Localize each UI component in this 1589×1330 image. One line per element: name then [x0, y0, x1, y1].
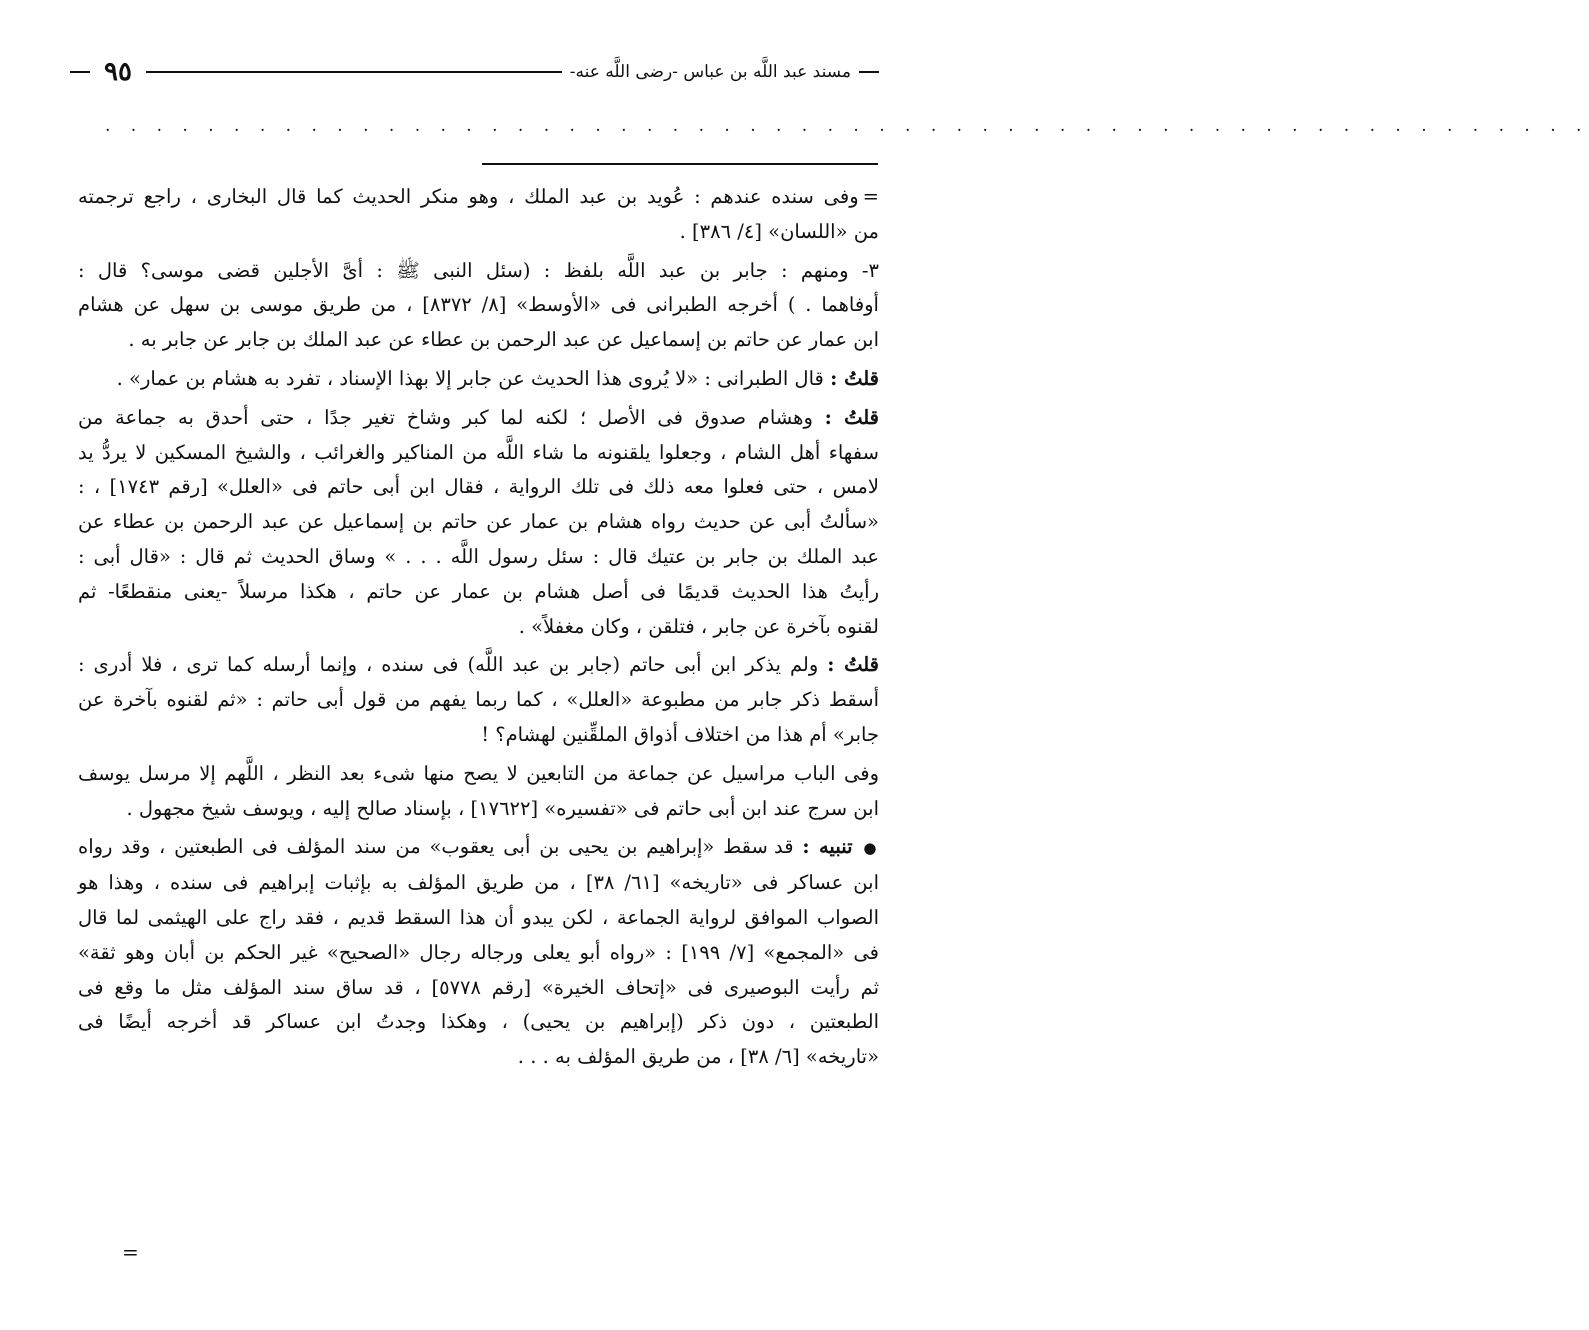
paragraph-marasil [78, 757, 879, 827]
paragraph-qultu-1 [78, 362, 879, 397]
running-header [70, 50, 879, 94]
header-rule [859, 71, 879, 73]
text-segment: قال الطبرانى : «لا يُروى هذا الحديث عن جابر إلا بهذا الإسناد ، تفرد به هشام بن عمار» . [116, 366, 824, 390]
text-line: ابن سرج عند ابن أبى حاتم فى «تفسيره» [١٧٦٢٢] ، بإسناد صالح إليه ، ويوسف شيخ مجهول . [126, 796, 879, 820]
page-number: ٩٥ [104, 57, 132, 87]
text-line [78, 401, 879, 436]
paragraph-continuation [78, 180, 879, 250]
dotted-separator: . . . . . . . . . . . . . . . . . . . . . . . . . . . . . . . . . . . . . . . . . . . . . . . . . . . . . . . . . . [105, 116, 1589, 136]
text-line: لقنوه بآخرة عن جابر ، فتلقن ، وكان مغفلاً» . [518, 614, 879, 638]
qultu-label: قلتُ : [830, 366, 879, 390]
text-line: ٣- ومنهم : جابر بن عبد اللَّه بلفظ : (سئل النبى ﷺ : أىَّ الأجلين قضى موسى؟ قال : [78, 258, 879, 282]
text-line: ابن عساكر فى «تاريخه» [٦١/ ٣٨] ، من طريق المؤلف به بإثبات إبراهيم فى سنده ، وهذا هو [78, 871, 879, 895]
paragraph-qultu-2 [78, 401, 879, 645]
text-line: «تاريخه» [٦/ ٣٨] ، من طريق المؤلف به . . . [517, 1045, 879, 1069]
text-line [78, 830, 879, 866]
text-segment: وفى سنده عندهم : عُويد بن عبد الملك ، وهو منكر الحديث كما قال البخارى ، راجع ترجمته [78, 185, 859, 208]
paragraph-qultu-3 [78, 648, 879, 752]
text-line: سفهاء أهل الشام ، وجعلوا يلقنونه ما شاء اللَّه من المناكير والغرائب ، والشيخ المسكين لا يردُّ يد [78, 440, 879, 464]
footnote-body [78, 180, 879, 1079]
text-line: فى «المجمع» [٧/ ١٩٩] : «رواه أبو يعلى ورجاله رجال «الصحيح» غير الحكم بن أبان وهو ثقة» [78, 940, 880, 964]
text-line: «سألتُ أبى عن حديث رواه هشام بن عمار عن حاتم بن إسماعيل عن عبد الرحمن بن عطاء عن [78, 510, 879, 534]
qultu-label: قلتُ : [827, 653, 879, 677]
text-line [78, 362, 879, 397]
text-line: أوفاهما . ) أخرجه الطبرانى فى «الأوسط» [٨/ ٨٣٧٢] ، من طريق موسى بن سهل عن هشام [78, 293, 879, 317]
header-rule [70, 71, 90, 73]
text-line [78, 648, 879, 683]
text-segment: وهشام صدوق فى الأصل ؛ لكنه لما كبر وشاخ تغير جدًا ، حتى أحدق به جماعة من [78, 405, 813, 429]
text-line: ابن عمار عن حاتم بن إسماعيل عن عبد الرحمن بن عطاء عن عبد الملك بن جابر عن جابر به . [128, 328, 879, 352]
text-segment: ولم يذكر ابن أبى حاتم (جابر بن عبد اللَّه) فى سنده ، وإنما أرسله كما ترى ، فلا أدرى : [78, 653, 819, 677]
text-line: من «اللسان» [٤/ ٣٨٦] . [679, 219, 879, 243]
text-line: عبد الملك بن جابر بن عتيك قال : سئل رسول اللَّه . . . » وساق الحديث ثم قال : «قال أبى : [78, 544, 879, 568]
text-line: الصواب الموافق لرواية الجماعة ، لكن يبدو أن هذا السقط قديم ، فقد راج على الهيثمى لما قال [78, 905, 879, 929]
tanbih-label: تنبيه : [802, 835, 853, 859]
text-line: وفى الباب مراسيل عن جماعة من التابعين لا يصح منها شىء بعد النظر ، اللَّهم إلا مرسل يوسف [78, 761, 879, 785]
text-line: الطبعتين ، دون ذكر (إبراهيم بن يحيى) ، وهكذا وجدتُ ابن عساكر قد أخرجه أيضًا فى [78, 1010, 879, 1034]
continuation-mark: = [862, 185, 879, 208]
text-segment: قد سقط «إبراهيم بن يحيى بن أبى يعقوب» من سند المؤلف فى الطبعتين ، وقد رواه [78, 835, 794, 859]
bullet-icon: ● [863, 839, 880, 858]
text-line: جابر» أم هذا من اختلاف أذواق الملقِّنين لهشام؟ ! [481, 722, 879, 746]
text-line: لامس ، حتى فعلوا معه ذلك فى تلك الرواية ، فقال ابن أبى حاتم فى «العلل» [رقم ١٧٤٣] ، : [78, 475, 879, 499]
qultu-label: قلتُ : [824, 405, 879, 429]
paragraph-jabir [78, 254, 879, 358]
header-rule [146, 71, 562, 73]
header-title: مسند عبد اللَّه بن عباس -رضى اللَّه عنه- [569, 62, 851, 82]
text-line [78, 180, 879, 215]
footnote-rule [482, 163, 878, 165]
text-line: أسقط ذكر جابر من مطبوعة «العلل» ، كما ربما يفهم من قول أبى حاتم : «ثم لقنوه بآخرة عن [78, 688, 879, 712]
text-line: رأيتُ هذا الحديث قديمًا فى أصل هشام بن عمار عن حاتم ، هكذا مرسلاً -يعنى منقطعًا- ثم [78, 579, 879, 603]
continuation-mark: = [122, 1240, 139, 1264]
paragraph-tanbih [78, 830, 879, 1075]
text-line: ثم رأيت البوصيرى فى «إتحاف الخيرة» [رقم ٥٧٧٨] ، قد ساق سند المؤلف مثل ما وقع فى [78, 975, 880, 999]
